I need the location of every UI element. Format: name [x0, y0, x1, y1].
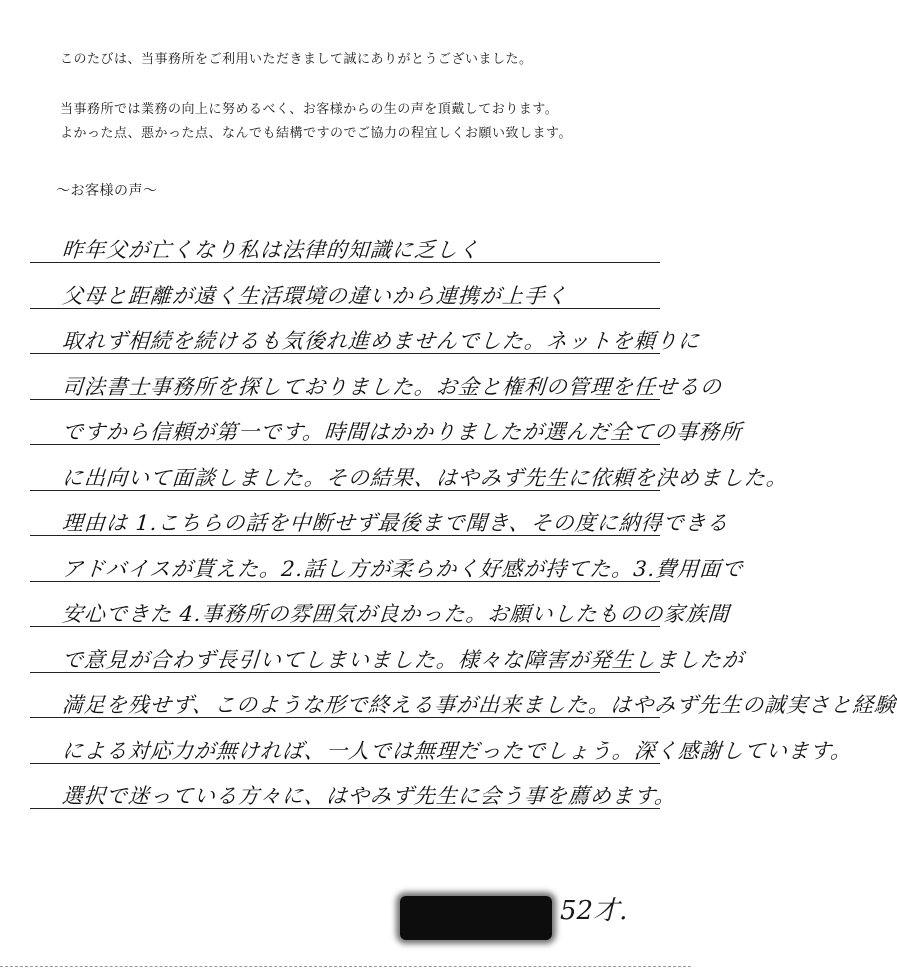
redacted-name [400, 896, 552, 940]
handwritten-line: 昨年父が亡くなり私は法律的知識に乏しく [61, 238, 481, 262]
ruled-line [30, 808, 660, 810]
request-line-2: よかった点、悪かった点、なんでも結構ですのでご協力の程宜しくお願い致します。 [60, 126, 572, 141]
ruled-line [30, 763, 660, 765]
age-label: 52才. [560, 896, 628, 926]
ruled-line [30, 490, 660, 492]
intro-text: このたびは、当事務所をご利用いただきまして誠にありがとうございました。 [60, 52, 533, 67]
page-edge [0, 966, 691, 967]
ruled-line [30, 353, 660, 355]
handwritten-line: による対応力が無ければ、一人では無理だったでしょう。深く感謝しています。 [61, 738, 854, 763]
ruled-line [30, 581, 660, 583]
handwritten-line: ですから信頼が第一です。時間はかかりましたが選んだ全ての事務所 [61, 420, 744, 444]
handwritten-line: 理由は 1.こちらの話を中断せず最後まで聞き、その度に納得できる [61, 511, 730, 535]
handwritten-line: で意見が合わず長引いてしまいました。様々な障害が発生しましたが [61, 647, 745, 672]
ruled-line [30, 444, 660, 446]
handwritten-line: アドバイスが貰えた。2.話し方が柔らかく好感が持てた。3.費用面で [61, 556, 745, 581]
ruled-line [30, 672, 660, 674]
handwritten-line: 安心できた 4.事務所の雰囲気が良かった。お願いしたものの家族間 [61, 602, 731, 626]
ruled-line [30, 717, 660, 719]
ruled-line [30, 308, 660, 310]
handwritten-line: 選択で迷っている方々に、はやみず先生に会う事を薦めます。 [61, 784, 678, 808]
ruled-line [30, 535, 660, 537]
ruled-line [30, 262, 660, 264]
handwritten-line: 取れず相続を続けるも気後れ進めませんでした。ネットを頼りに [61, 329, 701, 353]
ruled-line [30, 399, 660, 401]
handwritten-line: 司法書士事務所を探しておりました。お金と権利の管理を任せるの [61, 374, 723, 399]
request-line-1: 当事務所では業務の向上に努めるべく、お客様からの生の声を頂戴しております。 [60, 102, 559, 117]
handwritten-line: 父母と距離が遠く生活環境の違いから連携が上手く [61, 283, 569, 308]
handwritten-line: に出向いて面談しました。その結果、はやみず先生に依頼を決めました。 [61, 465, 789, 490]
ruled-line [30, 626, 660, 628]
handwritten-line: 満足を残せず、このような形で終える事が出来ました。はやみず先生の誠実さと経験 [61, 693, 897, 717]
section-heading: ～お客様の声～ [56, 183, 158, 199]
